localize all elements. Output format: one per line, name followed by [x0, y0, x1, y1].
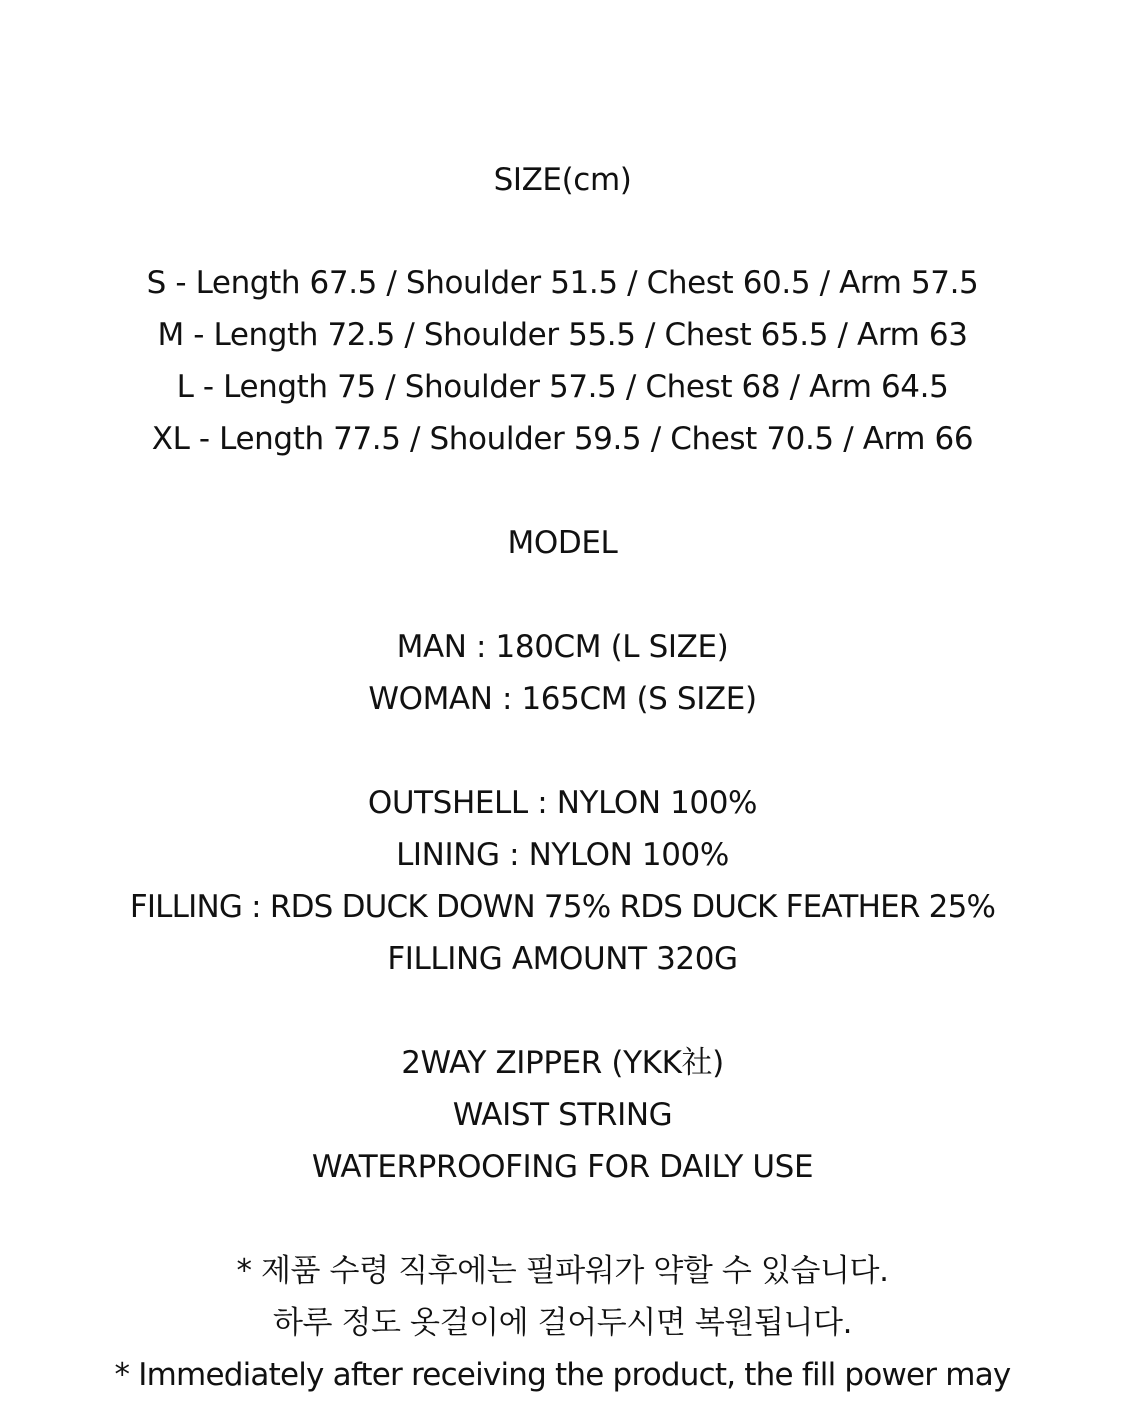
size-title: SIZE(cm) [493, 162, 632, 198]
size-row-m: M - Length 72.5 / Shoulder 55.5 / Chest 65.5 / Arm 63 [157, 317, 968, 353]
size-row-xl: XL - Length 77.5 / Shoulder 59.5 / Chest 70.5 / Arm 66 [151, 421, 974, 457]
feature-row-waist-string: WAIST STRING [452, 1097, 673, 1133]
model-row-woman: WOMAN : 165CM (S SIZE) [368, 681, 757, 717]
model-row-man: MAN : 180CM (L SIZE) [396, 629, 729, 665]
material-row-lining: LINING : NYLON 100% [396, 837, 729, 873]
size-row-l: L - Length 75 / Shoulder 57.5 / Chest 68 / Arm 64.5 [176, 369, 949, 405]
notice-row-korean-2: 하루 정도 옷걸이에 걸어두시면 복원됩니다. [272, 1305, 853, 1341]
material-row-filling: FILLING : RDS DUCK DOWN 75% RDS DUCK FEATHER 25% [129, 889, 996, 925]
notice-row-english: * Immediately after receiving the product, the fill power may [114, 1357, 1011, 1393]
notice-row-korean-1: * 제품 수령 직후에는 필파워가 약할 수 있습니다. [236, 1253, 889, 1289]
model-title: MODEL [507, 525, 618, 561]
feature-row-zipper: 2WAY ZIPPER (YKK社) [401, 1045, 724, 1081]
material-row-outshell: OUTSHELL : NYLON 100% [367, 785, 758, 821]
material-row-filling-amount: FILLING AMOUNT 320G [387, 941, 738, 977]
size-row-s: S - Length 67.5 / Shoulder 51.5 / Chest 60.5 / Arm 57.5 [146, 265, 979, 301]
feature-row-waterproofing: WATERPROOFING FOR DAILY USE [311, 1149, 814, 1185]
